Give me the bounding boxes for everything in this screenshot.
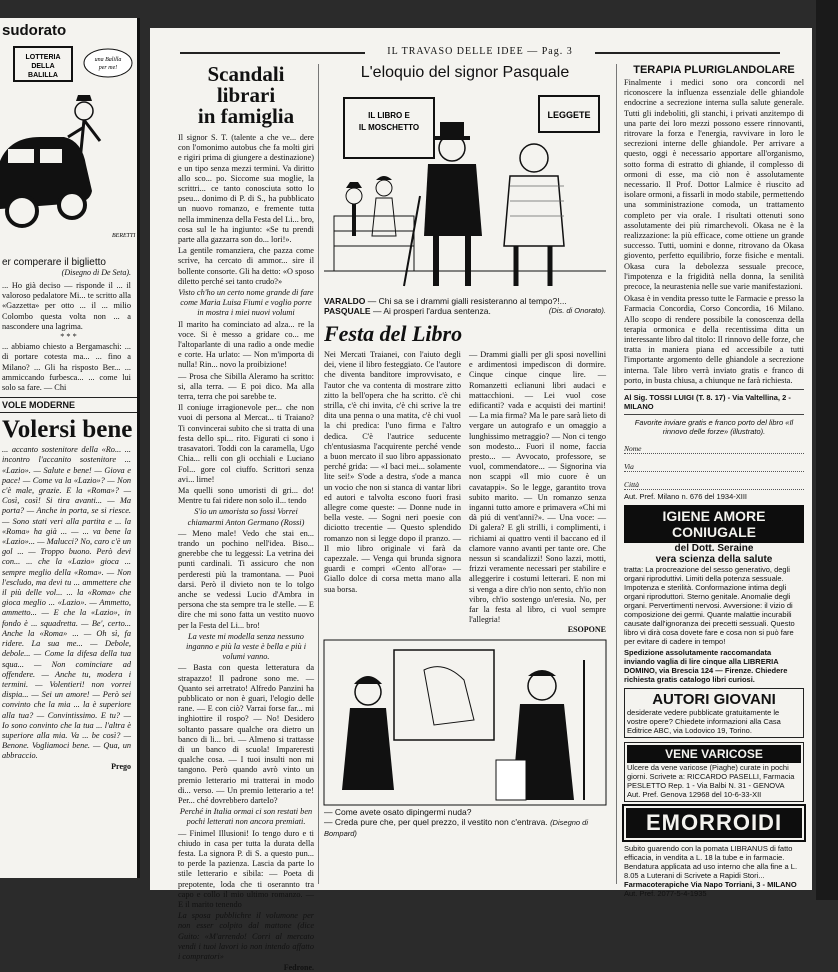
- scandali-paragraph: Ma quelli sono umoristi di gri... do! Mentre tu fai ridere non solo il... tendo: [178, 485, 314, 506]
- scan-edge: [816, 0, 838, 900]
- igiene-author: del Dott. Seraine: [674, 543, 754, 555]
- vene-ad: [624, 742, 804, 802]
- terapia-authorization: Aut. Pref. Milano n. 676 del 1934-XIII: [624, 492, 747, 502]
- coupon-street-field: Via: [624, 454, 804, 472]
- autori-body: desiderate vedere pubblicate gratuitamente le vostre opere? Chiedete informazioni alla Casa Editrice ABC, via Lodovico 19, Torino.: [627, 708, 781, 736]
- left-article-2: ... abbiamo chiesto a Bergamaschi: ... di portare cotesta ma... ... fino a Milano? ... Gli ha risposto Ber... ... ammiccando furbesca... ... come lui solo sa fare. — Chi: [2, 342, 131, 393]
- left-page-title: sudorato: [2, 22, 67, 39]
- lottery-cartoon: [0, 41, 136, 251]
- terapia-body: Finalmente i medici sono ora concordi nel riconoscere la influenza essenziale delle ghiandole endocrine a secrezione interna sulla salute generale. Tutti gli indeboliti, gli stanchi, i privati anzitempo di una parte dei loro mezzi possono essere rinnovanti, ritrovare la forza e l'energia, ravvivare in loro le secrezioni interne delle ghiandole. Per arrivare a questo, oggi è necessario apportare all'organismo, sotto forma di estratto di ghiande, il complesso di ormoni di esse, ma ciò non è assolutamente necessario. Il Prof. Dottor Lalmice è riuscito ad isolare ormoni, a fissarli in modo stabile, permettendo una somministrazione comoda, un trattamento completo per via orale. I risultati ottenuti sono assolutamente dei più rimarchevoli. Okasa ne è la realizzazione: la più efficace, come ottiene un grande successo. Tutti, uomini e donne, ritrovano da Okasa giovento, perfetto equilibrio, forze fisiche e mentali. Okasa cura la debolezza sessuale precoce, l'impotenza e la frigidità nella donna, la senilità precoce, la neurastenia nelle sue varie manifestazioni.: [624, 78, 804, 292]
- scandali-paragraph: — Finimel Illusioni! Io tengo duro e ti chiudo in casa per tutta la durata della festa. La signora P. di S. a questo pun... to perde la pazienza. Lascia da parte lo stile letterario e sibila: — Poeta di prepotente, loda che ti oserannto tra capo e collo il mio ultimo romanzo. — E il marito tenendo: [178, 828, 314, 910]
- lottery-caption: er comperare il biglietto: [2, 257, 106, 268]
- scandali-verse: La sposa pubblichre il volumone per non esser colpito dal mattone (dice Guito: «M'arrendo! Corri al mercato vendi i tuoi lavori io non intendo affatto i compratori»: [178, 911, 314, 962]
- painter-cartoon: [324, 640, 606, 805]
- scandali-paragraph: — Prosa che Sibilla Aleramo ha scritto: si, alla terra. — E poi dico. Ma alla terra, terra che poi sarebbe te.: [178, 371, 314, 402]
- igiene-title: IGIENE AMORE CONIUGALE: [624, 505, 804, 543]
- column-rule: [318, 64, 319, 884]
- scandali-paragraph: — Meno male! Vedo che stai en... trando un pochino nell'idea. Biso... gnerebbe che tu leggessi: La vetrina dei punti cardinali. Ti assicuro che non perderesti più la tramontana. — Puoi darsi. Però il divieto non te lo tolgo anche se vedessi Lucio d'Ambra in persona che sta sempre tra le stelle. — E dire che mi sono fatta un vestito nuovo per la Festa del Li... bro!: [178, 528, 314, 630]
- center-column: [324, 64, 606, 839]
- terapia-coupon: Favorite inviare gratis e franco porto del libro «Il rinnovo delle forze» (illustrato).: [634, 418, 794, 437]
- emorroidi-body: Subito guarendo con la pomata LIBRANUS di fatto efficacia, in vendita a L. 18 la tube e in farmacie. Bendatura applicata ad uso interno che alla fine a L. 8.05 a Luterani di Scrivete a Rapidi Stori...: [624, 844, 798, 881]
- terapia-address: Al Sig. TOSSI LUIGI (T. 8. 17) - Via Valtellina, 2 - MILANO: [624, 393, 791, 412]
- svg-text:BERETTI: BERETTI: [112, 233, 136, 239]
- scandali-verse: S'io un umorista so fossi Vorrei chiamarmi Anton Germano (Rossi): [187, 507, 305, 527]
- painter-cartoon-drawing: [324, 640, 606, 805]
- emorroidi-title: EMORROIDI: [624, 806, 804, 840]
- lottery-cartoon-drawing: [0, 41, 136, 251]
- scandali-verse: Visto ch'ho un certo nome grande di fare come Maria Luisa Fiumi e voglio porre in mostra i miei nuovi volumi: [178, 288, 314, 318]
- svg-text:per me!: per me!: [98, 65, 118, 71]
- volersi-bene-poem: ... accanto sostenitore della «Ro... ... incontro l'accanito sostenitore ... «Lazio». — Salute e bene! — Giova e pace! — Come va la «Lazio»? — Non c'è male, grazie. E la «Roma»? — Così, così! Si tira avanti... — Ma porta? — Anche in porta, se si riesce. — Sono stati veri alla partita e ... la «Roma» ha già ... — ... va bene la «Lazio»... — Malucci? No, caro c'è un gol ... — Troppo buono. Però devi con... ... che la «Lazio» gioca ... sempre meglio della «Roma». — Non l'escludo, ma devi tu ... ammettere che il più delle vol... ... la «Roma» che gioca meglio ... «Lazio». — Ammetto, ammetto... — E che la «Lazio», in fondo è ... squadretta. — Be', certo... Anche la «Roma» ... — Oh sì, fa ridere. La sua me... — Debole, debole... — Come la difesa della tua squa... — Non cominciare ad offendere. — Anche tu, modera i termini. — Volentieri! non vorrei dispia... — Sei un amore! — Però sei convinto che la mia ... la è superiore alla tua? — Convintissimo. E tu? — Io sono convinto che la tua ... l'altra è superiore alla mia. Va ... be così? — Benone. Vogliamoci bene. — Qua, un abbraccio.: [2, 445, 131, 761]
- igiene-subtitle: vera scienza della salute: [655, 554, 773, 566]
- emorroidi-lab: Farmacoterapiche Via Napo Torriani, 3 - MILANO: [624, 880, 797, 890]
- scandali-paragraph: La gentile romanziera, che pazza come scrive, ha cercato di ammor... sire il bollente consorte. Gli ha detto: «O sposo diletto perché sei tanto crudo?»: [178, 246, 314, 286]
- festa-poem-col-a: Nei Mercati Traianei, con l'aiuto degli dei, viene il libro festeggiato. Ce l'autore che diventa banditore improvvisato, e l'autor che va contenta di mostrare zitto zitto la bell'opera che ha scritto. c'è chi strilla, c'è chi invita, c'è chi scrive la tre dita una penna o una matita, c'è chi vuol la chi predica: l'uno firma e l'altro dedica. C'è l'autrice seducente ch'entusiasma l'acquirente perché vende a buon mercato il suo libro appassionato perché grida: — «I baci mei... solamente lite sei!» S'ode a destra, s'ode a manca un vocio che non si stanca di vantar libri ed autori e talvolta escono fuori frasi allegre come queste: — Donne nude in bella veste. — Sogni neri poesie con diciotto trecentie — Questo splendido romanzo non si legge dopo il pranzo. — Il mio libro originale vi farà da capezzale. — Venga qui brunda signora guardi e compri «Cento all'ora» — Giallo dolce di corsa metta mano alla sua borsa.: [324, 350, 461, 594]
- coupon-city-field: Città: [624, 472, 804, 490]
- left-separator: * * *: [60, 332, 77, 342]
- autori-title: AUTORI GIOVANI: [652, 691, 776, 709]
- vene-body: Ulcere da vene varicose (Piaghe) curate in pochi giorni. Scrivete a: RICCARDO PASELLI, Farmacia PESLETTO Rep. 1 - Via Balbi N. 31 - GENOVA: [627, 763, 795, 791]
- lottery-sign-text: LOTTERIA: [25, 54, 61, 61]
- ads-column: [624, 64, 804, 898]
- emorroidi-authorization: Aut. Pref. 2077-5-4-1935: [624, 889, 707, 899]
- svg-text:una Balilla: una Balilla: [94, 57, 122, 63]
- festa-poem-col-b: — Drammi gialli per gli sposi novellini e ardimentosi impediscon di dormire. Cinque cinque cinque lire. — Romanzetti eclianuni libri audaci e mattacchioni. — Lei vuol cose edificanti? vada e acquisti dei martini! — La mia firma? Ma le pare sarà lieto di vergare un autografo e un omaggio a lunghissimo metraggio? — Non ci tengo son modesto... Fuori il nome, faccia presto... — Avvocato, professore, se vuol, commendatore... — Signorina via non scappi «Il mio cuore è un cavatappi». So le legge, garantito trova subito marito. — Un romanzo senza inganni tutto amore e primavera «Chi mi dà piú di vent'anni?». — Una voce: — Di galera? E gli strilli, i complimenti, i richiami ai quattro venti il baccano ed il clamore vanno avanti per tante ore. Che nessun si scandalizzi! Sono lazzi, motti, frizzi veramente necessari per stabilire e alleggerire i costumi letterari. E non mi si venga a dire ch'io non sento, ch'io non vibro, ch'io sostengo un'eresia. No, per far la festa al libro, ci vuol sempre l'allegria!: [469, 350, 606, 625]
- coupon-name-field: Nome: [624, 436, 804, 454]
- previous-page-fragment: [0, 18, 140, 878]
- terapia-title: TERAPIA PLURIGLANDOLARE: [633, 64, 795, 76]
- painter-caption: — Come avete osato dipingermi nuda? — Creda pure che, per quel prezzo, il vestito non c'entrava. (Disegno di Bompard): [324, 807, 588, 839]
- scandali-signature: Fedrone.: [283, 963, 314, 972]
- scandali-article: [178, 64, 314, 972]
- scandali-verse: Perché in Italia ormai ci son restati ben pochi letterati non ancora premiati.: [179, 807, 313, 827]
- eloquio-caption: VARALDO — Chi sa se i drammi gialli resisteranno al tempo?!... PASQUALE — Ai prosperi l'ardua sentenza. (Dis. di Onorato).: [324, 296, 606, 316]
- stall-sign-left: IL LIBRO E: [368, 111, 410, 120]
- left-article-1: ... Ho già deciso — risponde il ... il valoroso pedalatore Mi... te scritto alla «Gazzetta» per otto ... il ... milio Colombo questa volta non ... a nascondere una lagrima.: [2, 281, 131, 331]
- lottery-credit: (Disegno di De Seta).: [61, 268, 131, 277]
- stall-sign-right: LEGGETE: [547, 110, 591, 120]
- column-rule: [616, 64, 617, 884]
- left-section-heading: VOLE MODERNE: [0, 397, 137, 413]
- vene-title: VENE VARICOSE: [627, 745, 801, 763]
- volersi-bene-signature: Prego: [111, 761, 131, 771]
- igiene-order-info: Spedizione assolutamente raccomandata inviando vaglia di lire cinque alla LIBRERIA DOMINO, via Brescia 124 — Firenze. Chiedere richiesta gratis catalogo libri curiosi.: [624, 648, 788, 685]
- igiene-body: tratta: La procreazione del sesso generativo, degli organi riproduttivi. Limiti della potenza sessuale. Impotenza e sterilità. Conformazione intima degli organi riproduttori. Sterno genitale. Anomalie degli organi. Pervertimenti nervosi. Avversione: il vizio di composizione dei germi. Quante malattie incurabili causate dall'ignoranza dei precetti sessuali. Questo libro vi dirà cosa dovete fare e cosa non si può fare per evitare di cadere in tempo!: [624, 565, 795, 647]
- scandali-verse: La veste mi modella senza nessuno inganno e più la veste è bella e più i volumi vanno.: [185, 631, 307, 662]
- bookstall-cartoon: [324, 86, 606, 296]
- vene-authorization: Aut. Pref. Genova 12968 del 10-6-33-XII: [627, 790, 762, 800]
- scandali-paragraph: Il marito ha cominciato ad alza... re la voce. Si è messo a gridare co... me l'altoparlante di una radio a onde medie e corte. Ha urlato: — Non m'importa di nulla! Rin... novo la proibizione!: [178, 319, 314, 370]
- festa-title: Festa del Libro: [324, 321, 463, 346]
- page-header: IL TRAVASO DELLE IDEE — Pag. 3: [180, 46, 780, 60]
- newspaper-page: [150, 28, 812, 972]
- eloquio-title: L'eloquio del signor Pasquale: [360, 64, 570, 81]
- volersi-bene-title: Volersi bene: [2, 416, 133, 444]
- svg-text:BALILLA: BALILLA: [28, 72, 58, 79]
- scandali-title: Scandali librari in famiglia: [197, 62, 295, 128]
- scandali-paragraph: — Basta con questa letteratura da strapazzo! Il padrone sono me. — Quanto sei arretrato! Alfredo Panzini ha pubblicato or non è guari, l'elogio delle rane. — E con ciò? Varrai forse far... mi inghiottire il rospo? — No! Desidero soltanto passare qualche ora dietro un banco di li... bri. — Almeno si trattasse di un banco di scuola! Impareresti qualche cosa. — I tuoi insulti non mi tangono. Però quando avrò vinto un premio letterario mi tratterai in modo di... verso. — Un premio letterario a te! Per... ché dovrebbero darteIo?: [178, 663, 314, 805]
- svg-text:DELLA: DELLA: [31, 63, 55, 70]
- festa-poem: [324, 350, 606, 625]
- svg-text:IL MOSCHETTO: IL MOSCHETTO: [358, 123, 420, 132]
- terapia-body-2: Okasa è in vendita presso tutte le Farmacie e presso la Farmacia Concordia, Corso Concordia, 16 Milano. Allo scopo di rendere possibile la conoscenza della terapia ormonica e della recentissima ditta un interessante libro dal titolo: Il rinnovo delle forze, che tratta in maniera piana ed accessibile a tutti l'importante argomento delle ghiandole a secrezione interna. Tale libro verrà inviato gratis e franco di porto, in busta chiusa, a chiunque ne farà richiesta.: [624, 294, 804, 385]
- scandali-paragraph: Il coniuge irragionevole per... che non vuoi di persona al Mercat... ti Traiano? Ti convincerai subito che si tratta di una festa dello spi... rito. Figurati ci sono i trasavatori. Toddi con la caramella, Ugo Chia... relli con gli occhiali e Luciano Fol... gore col ciuffo. Scrittori senza avi... lirne!: [178, 403, 314, 484]
- scandali-paragraph: Il signor S. T. (talente a che ve... dere con l'omonimo autobus che fa molti giri e rigiri prima di giungere a destinazione) e un tipo senza mezzi termini. Va diritto allo sco... po. Siccome sua moglie, la scrittri... ce tanto conosciuta sotto lo pseu... donimo di P. di S., ha pubblicato un nuovo romanzo, e fremente tutta nella imminenza della Festa del Li... bro, cosa sul le ha ingiunto: «Se tu prendi parte alla gazzarra son do... lori!».: [178, 133, 314, 245]
- autori-ad: [624, 688, 804, 738]
- bookstall-cartoon-drawing: [324, 86, 606, 296]
- festa-signature: ESOPONE: [567, 625, 606, 635]
